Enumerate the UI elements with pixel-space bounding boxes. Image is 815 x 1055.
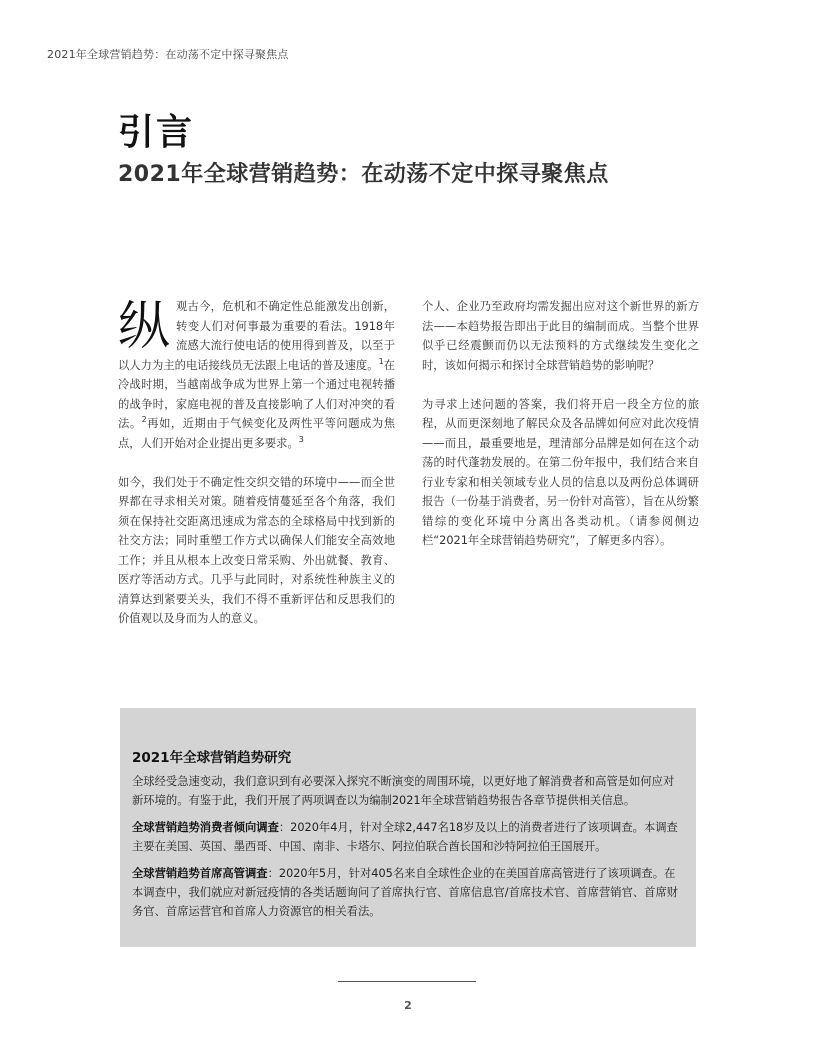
research-sidebar: [120, 708, 696, 947]
body-column-right: [422, 297, 699, 570]
footer-divider: [338, 981, 476, 982]
body-text: 再如，近期由于气候变化及两性平等问题成为焦点，人们开始对企业提出更多要求。: [118, 417, 395, 450]
sidebar-consumer-survey: [132, 818, 684, 856]
body-paragraph: [118, 297, 395, 453]
footnote-marker[interactable]: 3: [298, 434, 304, 444]
footnote-marker[interactable]: 1: [378, 356, 384, 366]
sidebar-title: 2021年全球营销趋势研究: [132, 750, 292, 766]
drop-cap: 纵: [118, 297, 171, 357]
body-paragraph: 如今，我们处于不确定性交织交错的环境中——而全世界都在寻求相关对策。随着疫情蔓延至各个角落，我们须在保持社交距离迅速成为常态的全球格局中找到新的社交方法；同时重塑工作方式以确保人们能安全高效地工作；并且从根本上改变日常采购、外出就餐、教育、医疗等活动方式。几乎与此同时，对系统性种族主义的清算达到紧要关头，我们不得不重新评估和反思我们的价值观以及身而为人的意义。: [118, 475, 395, 625]
executive-survey-label: 全球营销趋势首席高管调查: [132, 867, 268, 880]
running-header: 2021年全球营销趋势：在动荡不定中探寻聚焦点: [47, 48, 289, 61]
consumer-survey-text: ：2020年4月，针对全球2,447名18岁及以上的消费者进行了该项调查。本调查主要在美国、英国、墨西哥、中国、南非、卡塔尔、阿拉伯联合酋长国和沙特阿拉伯王国展开。: [132, 821, 678, 853]
chapter-subtitle: 2021年全球营销趋势：在动荡不定中探寻聚焦点: [118, 162, 609, 187]
consumer-survey-label: 全球营销趋势消费者倾向调查: [132, 821, 279, 834]
sidebar-executive-survey: [132, 864, 684, 921]
body-text: 在冷战时期，当越南战争成为世界上第一个通过电视转播的战争时，家庭电视的普及直接影响了人们对冲突的看法。: [118, 358, 395, 430]
sidebar-intro: 全球经受急速变动，我们意识到有必要深入探究不断演变的周围环境，以更好地了解消费者和高管是如何应对新环境的。有鉴于此，我们开展了两项调查以为编制2021年全球营销趋势报告各章节提供相关信息。: [132, 775, 675, 807]
body-column-left: [118, 297, 395, 648]
footnote-marker[interactable]: 2: [141, 415, 147, 425]
body-paragraph: 个人、企业乃至政府均需发掘出应对这个新世界的新方法——本趋势报告即出于此目的编制而成。当整个世界似乎已经震颤而仍以无法预料的方式继续发生变化之时，该如何揭示和探讨全球营销趋势的影响呢？: [422, 300, 699, 372]
chapter-title: 引言: [118, 112, 195, 153]
body-text: 观古今，危机和不确定性总能激发出创新，转变人们对何事最为重要的看法。1918年流感大流行使电话的使用得到普及，以至于以人力为主的电话接线员无法跟上电话的普及速度。: [118, 300, 395, 372]
page-number: 2: [404, 999, 412, 1012]
executive-survey-text: ：2020年5月，针对405名来自全球性企业的在美国首席高管进行了该项调查。在本调查中，我们就应对新冠疫情的各类话题询问了首席执行官、首席信息官/首席技术官、首席营销官、首席财务官、首席运营官和首席人力资源官的相关看法。: [132, 867, 679, 918]
body-paragraph: 为寻求上述问题的答案，我们将开启一段全方位的旅程，从而更深刻地了解民众及各品牌如何应对此次疫情——而且，最重要地是，理清部分品牌是如何在这个动荡的时代蓬勃发展的。在第二份年报中，我们结合来自行业专家和相关领域专业人员的信息以及两份总体调研报告（一份基于消费者，另一份针对高管），旨在从纷繁错综的变化环境中分离出各类动机。（请参阅侧边栏“2021年全球营销趋势研究”，了解更多内容）。: [422, 397, 699, 547]
